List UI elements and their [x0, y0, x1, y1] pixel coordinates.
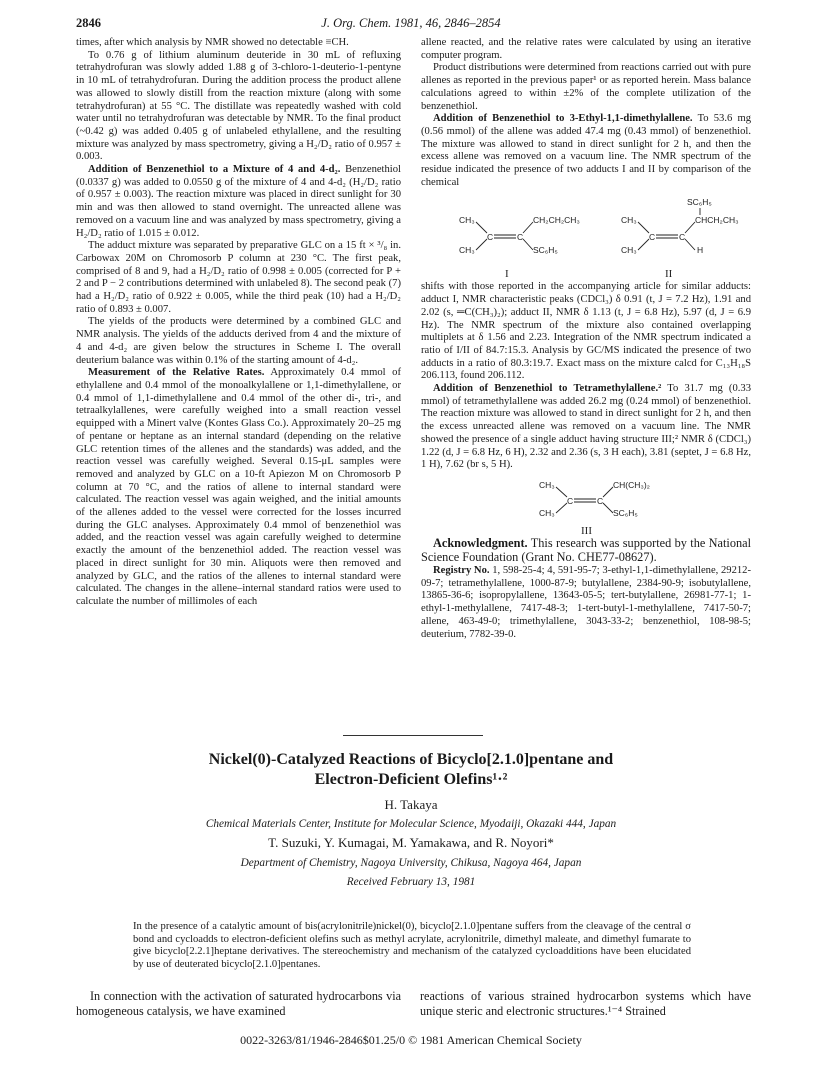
paragraph: shifts with those reported in the accompanying article for similar adducts: adduct I, NMR characteristic peaks (CDCl₃) δ 0.91 (t, J = 7.2 Hz), 1.91 and 2.02 (s, ═C(CH₃)₂); adduct II, NMR δ 1.13 (t, J = 6.8 Hz), 5.97 (d, J = 6.9 Hz). The NMR spectrum of the mixture also contained overlapping multiplets at δ 1.56 and 2.23. Integration of the NMR spectrum indicated a ratio of I/II of 84.7:15.3. Analysis by GC/MS indicated the presence of two adducts in a ratio of 80.3:19.7. Exact mass on the mixture calcd for C₁₃H₁₈S 206.113, found 206.112. [421, 281, 751, 382]
struct-II-carbon-1: C [649, 232, 656, 243]
structures-I-II [421, 193, 751, 279]
article-title [76, 750, 746, 790]
bond [556, 503, 567, 513]
acknowledgment-text: This research was supported by the National Science Foundation (Grant No. CHE77-08627). [421, 535, 751, 565]
struct-II-ch3-top: CH₃ [621, 215, 637, 226]
paragraph [76, 164, 401, 240]
section-heading: Addition of Benzenethiol to a Mixture of 4 and 4-d₂. [88, 164, 341, 176]
bond [685, 222, 695, 233]
section-heading: Addition of Benzenethiol to 3-Ethyl-1,1-dimethylallene. [433, 113, 693, 125]
paragraph [76, 367, 401, 608]
paragraph-text: Benzenethiol (0.0337 g) was added to 0.0550 g of the mixture of 4 and 4-d₂ (H₂/D₂ ratio of 0.957 ± 0.003). The reaction mixture was placed in direct sunlight for 30 min and was then allowed to stand overnight. The unreacted allene was removed on a vacuum line and was analyzed by mass spectrometry, giving a H₂/D₂ ratio of 1.015 ± 0.012. [76, 164, 401, 239]
struct-II-substituent-top: CHCH₂CH₃ [695, 215, 739, 226]
struct-III-ch3-top: CH₃ [539, 479, 555, 490]
bond [638, 222, 649, 233]
struct-II-substituent-bottom: H [697, 245, 704, 256]
acknowledgment [421, 536, 751, 565]
paragraph [421, 383, 751, 472]
struct-I-carbon-2: C [517, 232, 524, 243]
paragraph-text: To 53.6 mg (0.56 mmol) of the allene was added 47.4 mg (0.43 mmol) of benzenethiol. The mixture was allowed to stand in direct sunlight for 2 h, and then the excess allene was removed on a vacuum line. The NMR spectrum of the residue indicated the presence of two adducts I and II by comparison of the chemical [421, 113, 751, 188]
title-line: Nickel(0)-Catalyzed Reactions of Bicyclo[2.1.0]pentane and [208, 751, 614, 768]
bond [476, 222, 487, 233]
registry-heading: Registry No. [433, 564, 490, 576]
copyright-footer: 0022-3263/81/1946-2846$01.25/0 © 1981 American Chemical Society [240, 1033, 582, 1047]
abstract: In the presence of a catalytic amount of bis(acrylonitrile)nickel(0), bicyclo[2.1.0]pentane suffers from the cleavage of the central σ bond and cycloadds to electron-deficient olefins such as methyl acrylate, acrylonitrile, dimethyl maleate, and dimethyl fumarate to give bicyclo[2.2.1]heptane derivatives. The stereochemistry and mechanism of the catalyzed cycloadditions have been elucidated by use of deuterated bicyclo[2.1.0]pentanes. [133, 921, 691, 970]
author-line: H. Takaya [384, 797, 438, 812]
body-text-left: In connection with the activation of saturated hydrocarbons via homogeneous catalysis, we have examined [76, 989, 401, 1018]
chemical-structure-svg [421, 474, 751, 536]
paragraph: The yields of the products were determined by a combined GLC and NMR analysis. The yields of the adducts derived from 4 and the mixture of 4 and 4-d₂ are given below the structures in Scheme I. The overall deuterium balance was within 0.1% of the starting amount of 4-d₂. [76, 316, 401, 366]
struct-III-carbon-1: C [567, 495, 574, 506]
struct-I-carbon-1: C [487, 232, 494, 243]
section-heading: Measurement of the Relative Rates. [88, 367, 265, 379]
struct-II-sc6h5: SC₆H₅ [687, 197, 712, 208]
struct-I-ch3-top: CH₃ [459, 215, 475, 226]
struct-III-substituent-bottom: SC₆H₅ [613, 507, 638, 518]
affiliation: Chemical Materials Center, Institute for Molecular Science, Myodaiji, Okazaki 444, Japan [205, 818, 617, 830]
struct-III-label: III [581, 524, 592, 536]
bond [476, 239, 487, 250]
body-text-right: reactions of various strained hydrocarbon systems which have unique steric and electronic structures.¹⁻⁴ Strained [420, 989, 751, 1018]
bond [603, 503, 613, 513]
paragraph-text: Approximately 0.4 mmol of ethylallene and 0.4 mmol of the monoalkylallene or 1,1-dimethylallene, or 0.4 mmol of 1,1-dimethylallene and 0.4 mmol of the other di-, tri-, and tetraalkylallenes, were carefully weighed into a small reaction vessel equipped with a Minert valve (Kontes Glass Co.). Approximately 20–25 mg of pentane or heptane as an internal standard (depending on the relative GLC retention times of the allenes and the standards) was added, and the reaction vessel was carefully weighed. Several 0.15-μL samples were removed and analyzed by GLC on a 10-ft Apiezon M on Chromosorb P column at 70 °C, and the ratios of allene to internal standard were calculated. The reaction vessel was again weighed, and the initial amounts of the allenes added to the vessel were corrected for the losses incurred during the GLC analyses. Approximately 0.4 mmol of benzenethiol was added, and the reaction vessel was again carefully weighed to determine exactly the amount of the benzenethiol added. The reaction vessel was placed in direct sunlight for 30 min. Aliquots were then removed and analyzed by GLC, and the ratios of the allenes to internal standard were calculated. The changes in the allene–internal standard ratios were used to calculate the number of millimoles of each [76, 367, 401, 607]
journal-citation: J. Org. Chem. 1981, 46, 2846–2854 [321, 16, 501, 30]
struct-I-label: I [505, 268, 509, 280]
bond [685, 239, 695, 250]
section-divider [343, 735, 483, 736]
paragraph: The adduct mixture was separated by preparative GLC on a 15 ft × ³/₈ in. Carbowax 20M on Chromosorb P column at 230 °C. The first peak, comprised of 8 and 9, had a H₂/D₂ ratio of 0.998 ± 0.005 (corrected for P + 2 and P − 2 contributions determined with unlabeled 8). The second peak (7) had a H₂/D₂ ratio of 0.922 ± 0.005, while the third peak (10) had a H₂/D₂ ratio of 0.893 ± 0.007. [76, 240, 401, 315]
structure-III [421, 474, 751, 536]
struct-II-carbon-2: C [679, 232, 686, 243]
paragraph: times, after which analysis by NMR showed no detectable ≡CH. [76, 37, 349, 48]
bond [638, 239, 649, 250]
title-line: Electron-Deficient Olefins¹·² [314, 771, 508, 788]
chemical-structures-svg [421, 193, 751, 279]
running-header [76, 16, 746, 32]
struct-II-label: II [665, 268, 673, 280]
registry-numbers [421, 565, 751, 641]
struct-I-substituent-top: CH₂CH₂CH₃ [533, 215, 580, 226]
paragraph: To 0.76 g of lithium aluminum deuteride in 30 mL of refluxing tetrahydrofuran was slowly added 1.88 g of 3-chloro-1-deuterio-1-pentyne in 10 mL of tetrahydrofuran. During the addition process the product allene was allowed to slowly distill from the reaction mixture (along with some tetrahydrofuran) at 55 °C. The distillate was repeatedly washed with cold water until no tetrahydrofuran was detectable by NMR. To the final product (~0.42 g) was added 0.405 g of unlabeled ethylallene, and the resulting mixture was analyzed by mass spectrometry, giving a H₂/D₂ ratio of 0.957 ± 0.003. [76, 49, 401, 163]
struct-II-ch3-bottom: CH₃ [621, 245, 637, 256]
bond [523, 222, 533, 233]
paragraph: allene reacted, and the relative rates were calculated by using an iterative computer program. [421, 37, 751, 61]
registry-text: 1, 598-25-4; 4, 591-95-7; 3-ethyl-1,1-dimethylallene, 29212-09-7; tetramethylallene, 1000-87-9; butylallene, 2384-90-9; isobutylallene, 13865-36-6; isopropylallene, 13643-05-5; tert-butylallene, 26981-77-1; 1-ethyl-1-methylallene, 7417-48-3; 1-tert-butyl-1-methylallene, 7417-50-7; allene, 463-49-0; trimethylallene, 3043-33-2; benzenethiol, 108-98-5; deuterium, 7782-39-0. [421, 564, 751, 640]
paragraph [421, 113, 751, 189]
struct-III-carbon-2: C [597, 495, 604, 506]
received-date: Received February 13, 1981 [346, 876, 476, 888]
paragraph: Product distributions were determined from reactions carried out with pure allenes as reported in the previous paper¹ or as reported herein. Mass balance calculations agreed to within ±2% of the complete utilization of the benzenethiol. [421, 62, 751, 112]
bond [603, 487, 613, 497]
right-column [421, 37, 751, 641]
bond [556, 487, 567, 497]
author-line: T. Suzuki, Y. Kumagai, M. Yamakawa, and R. Noyori* [268, 835, 554, 850]
struct-III-substituent-top: CH(CH₃)₂ [613, 479, 650, 490]
bond [523, 239, 533, 250]
struct-I-ch3-bottom: CH₃ [459, 245, 475, 256]
page-number: 2846 [76, 16, 101, 30]
section-heading: Addition of Benzenethiol to Tetramethylallene.² [433, 383, 662, 395]
affiliation: Department of Chemistry, Nagoya University, Chikusa, Nagoya 464, Japan [240, 857, 582, 869]
left-column [76, 37, 401, 609]
acknowledgment-heading: Acknowledgment. [433, 535, 528, 550]
struct-I-substituent-bottom: SC₆H₅ [533, 245, 558, 256]
struct-III-ch3-bottom: CH₃ [539, 507, 555, 518]
paragraph-text: To 31.7 mg (0.33 mmol) of tetramethylallene was added 26.2 mg (0.24 mmol) of benzenethiol. The reaction mixture was allowed to stand in direct sunlight for 2 h, and then the excess unreacted allene was removed on a vacuum line. The NMR showed the presence of a single adduct having structure III;² NMR δ (CDCl₃) 1.22 (d, J = 6.8 Hz, 6 H), 2.32 and 2.36 (s, 3 H each), 3.81 (septet, J = 6.8 Hz, 1 H), 7.62 (br s, 5 H). [421, 383, 751, 471]
